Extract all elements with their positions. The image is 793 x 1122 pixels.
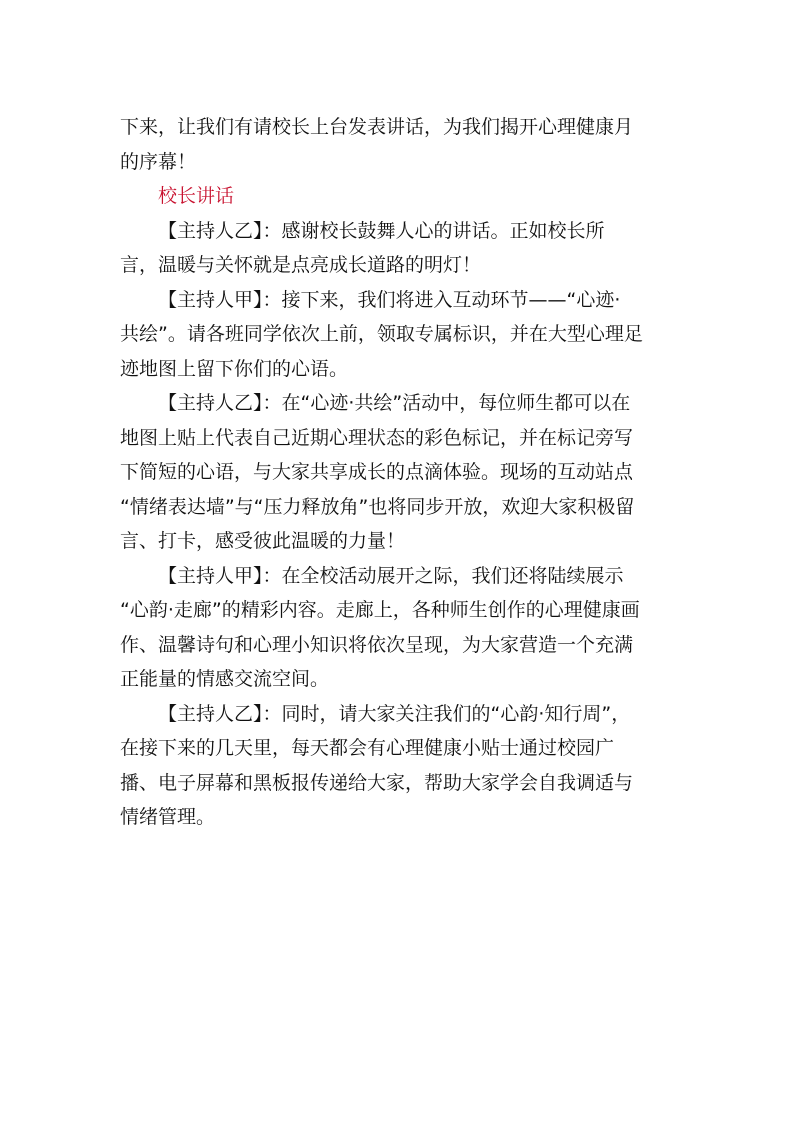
paragraph-line: 言、打卡，感受彼此温暖的力量！: [120, 530, 406, 552]
paragraph-line: 【主持人乙】：在“心迹·共绘”活动中，每位师生都可以在: [158, 392, 631, 414]
paragraph-line: “情绪表达墙”与“压力释放角”也将同步开放，欢迎大家积极留: [120, 495, 635, 518]
paragraph-host-b-3: [120, 697, 680, 835]
heading-text: 校长讲话: [158, 185, 235, 207]
paragraph-intro: [120, 110, 680, 179]
section-heading-principal-speech: [120, 179, 680, 214]
paragraph-line: 在接下来的几天里，每天都会有心理健康小贴士通过校园广: [120, 737, 615, 759]
paragraph-line: 【主持人甲】：在全校活动展开之际，我们还将陆续展示: [158, 564, 624, 587]
paragraph-line: 迹地图上留下你们的心语。: [120, 357, 349, 380]
paragraph-line: 下简短的心语，与大家共享成长的点滴体验。现场的互动站点: [120, 461, 634, 483]
paragraph-host-a-1: [120, 283, 680, 387]
paragraph-line: 【主持人甲】：接下来，我们将进入互动环节——“心迹·: [158, 288, 621, 311]
paragraph-line: 下来，让我们有请校长上台发表讲话，为我们揭开心理健康月: [120, 116, 634, 138]
paragraph-line: 言，温暖与关怀就是点亮成长道路的明灯！: [120, 254, 482, 276]
paragraph-host-b-2: [120, 386, 680, 559]
paragraph-line: 共绘”。请各班同学依次上前，领取专属标识，并在大型心理足: [120, 323, 643, 345]
paragraph-host-b-1: [120, 214, 680, 283]
paragraph-line: 【主持人乙】：感谢校长鼓舞人心的讲话。正如校长所: [158, 219, 605, 242]
paragraph-line: 作、温馨诗句和心理小知识将依次呈现，为大家营造一个充满: [120, 633, 634, 656]
paragraph-line: 地图上贴上代表自己近期心理状态的彩色标记，并在标记旁写: [120, 426, 634, 449]
paragraph-line: 【主持人乙】：同时，请大家关注我们的“心韵·知行周”，: [158, 702, 631, 725]
paragraph-line: 的序幕！: [120, 150, 197, 173]
paragraph-host-a-2: [120, 559, 680, 697]
paragraph-line: 播、电子屏幕和黑板报传递给大家，帮助大家学会自我调适与: [120, 771, 634, 794]
paragraph-line: “心韵·走廊”的精彩内容。走廊上，各种师生创作的心理健康画: [120, 599, 640, 621]
paragraph-line: 情绪管理。: [120, 806, 216, 828]
paragraph-line: 正能量的情感交流空间。: [120, 668, 330, 690]
document-body: [120, 110, 680, 835]
